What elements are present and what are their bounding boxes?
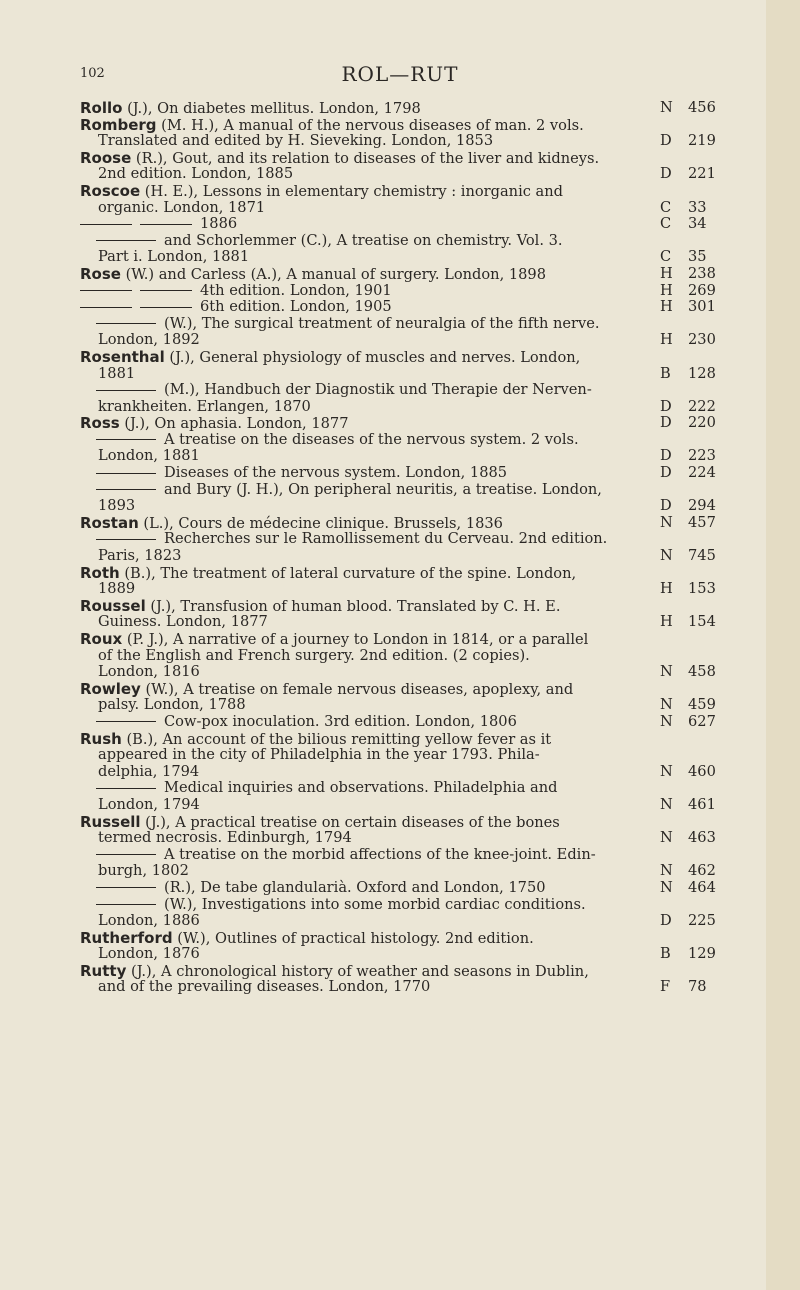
entry-line [80,100,720,117]
author-name: Romberg [80,115,157,134]
shelf-number: 458 [688,663,716,681]
entry-line [80,747,720,764]
author-name: Rose [80,264,121,283]
author-name: Roussel [80,596,146,615]
shelf-number: 224 [688,464,716,482]
entry-text: (J.), Transfusion of human blood. Translated by C. H. E. [145,597,561,615]
entry-text: and of the prevailing diseases. London, 1770 [98,978,431,996]
shelf-letter: D [660,397,672,415]
shelf-number: 464 [688,878,716,896]
shelf-letter: N [660,862,673,880]
shelf-letter: F [660,978,671,996]
ditto-dash [80,290,132,291]
entry-line [80,166,720,183]
entry-text: 1886 [200,215,238,233]
bibliography-entry [80,681,720,731]
shelf-reference [660,863,720,880]
entry-line [80,697,720,714]
author-name: Rutty [80,961,127,980]
shelf-reference [660,249,720,266]
shelf-letter: H [660,580,673,598]
entry-line [80,465,720,482]
entry-text: (W.), Investigations into some morbid cardiac conditions. [164,895,586,913]
entry-text: (J.), On diabetes mellitus. London, 1798 [122,100,421,117]
shelf-number: 35 [688,248,707,266]
entry-line [80,979,720,996]
shelf-reference [660,548,720,565]
entry-line [80,946,720,963]
shelf-letter: N [660,696,673,714]
shelf-reference [660,465,720,482]
ditto-dash [96,390,156,391]
entry-text: Translated and edited by H. Sieveking. London, 1853 [98,132,494,150]
entry-text: (J.), A chronological history of weather and seasons in Dublin, [126,962,589,980]
bibliography-entry [80,565,720,598]
shelf-number: 456 [688,99,716,116]
shelf-number: 269 [688,281,716,299]
bibliography-entry [80,150,720,183]
entry-text: delphia, 1794 [98,762,200,780]
ditto-dash [80,224,132,225]
shelf-reference [660,266,720,283]
shelf-letter: N [660,99,673,116]
entry-line [80,448,720,465]
ditto-dash [96,904,156,905]
bibliography-entry [80,349,720,415]
bibliography-entry [80,930,720,963]
entry-line [80,565,720,582]
author-name: Rollo [80,99,123,117]
entry-line [80,415,720,432]
shelf-reference [660,697,720,714]
ditto-dash [96,489,156,490]
shelf-reference [660,515,720,532]
shelf-reference [660,797,720,814]
ditto-dash [140,307,192,308]
entry-line [80,681,720,698]
entry-line [80,863,720,880]
entry-line [80,117,720,134]
shelf-letter: B [660,364,671,382]
page-edge [766,0,800,1290]
shelf-number: 627 [688,712,716,730]
entry-text: of the English and French surgery. 2nd edition. (2 copies). [98,646,530,664]
ditto-dash [96,240,156,241]
ditto-dash [96,854,156,855]
ditto-dash [140,224,192,225]
entry-text: and Bury (J. H.), On peripheral neuritis, a treatise. London, [164,480,602,498]
entry-text: A treatise on the morbid affections of the knee-joint. Edin- [164,845,596,863]
shelf-number: 33 [688,198,707,216]
bibliography-list [80,100,720,996]
entry-text: (J.), A practical treatise on certain diseases of the bones [140,813,560,831]
shelf-letter: N [660,795,673,813]
ditto-dash [96,473,156,474]
shelf-letter: H [660,281,673,299]
author-name: Rowley [80,679,141,698]
shelf-reference [660,366,720,383]
author-name: Roux [80,630,123,648]
entry-text: (M. H.), A manual of the nervous diseases of man. 2 vols. [156,116,584,134]
running-title: ROL—RUT [341,62,459,86]
shelf-number: 460 [688,762,716,780]
entry-line [80,432,720,449]
entry-line [80,349,720,366]
entry-line [80,797,720,814]
entry-line [80,847,720,864]
entry-text: 1889 [98,580,136,598]
author-name: Rush [80,729,122,748]
shelf-reference [660,283,720,300]
entry-text: (R.), Gout, and its relation to diseases of the liver and kidneys. [131,149,600,167]
ditto-dash [96,439,156,440]
entry-line [80,764,720,781]
entry-line [80,780,720,797]
shelf-letter: N [660,513,673,531]
shelf-letter: N [660,712,673,730]
entry-text: appeared in the city of Philadelphia in the year 1793. Phila- [98,746,540,764]
entry-text: 1881 [98,364,136,382]
entry-line [80,200,720,217]
shelf-number: 462 [688,862,716,880]
shelf-letter: H [660,264,673,282]
bibliography-entry [80,266,720,349]
entry-line [80,664,720,681]
entry-text: (W.), A treatise on female nervous diseases, apoplexy, and [140,680,574,698]
ditto-dash [96,721,156,722]
entry-line [80,498,720,515]
entry-line [80,814,720,831]
entry-line [80,233,720,250]
author-name: Ross [80,414,120,433]
shelf-reference [660,498,720,515]
shelf-reference [660,216,720,233]
shelf-letter: H [660,331,673,349]
entry-line [80,216,720,233]
shelf-letter: D [660,165,672,183]
shelf-letter: C [660,248,672,266]
shelf-reference [660,946,720,963]
shelf-reference [660,764,720,781]
entry-text: London, 1794 [98,795,200,813]
author-name: Russell [80,812,141,831]
shelf-letter: D [660,912,672,930]
shelf-reference [660,399,720,416]
entry-text: Guiness. London, 1877 [98,613,268,631]
entry-line [80,515,720,532]
entry-text: (R.), De tabe glandularià. Oxford and London, 1750 [164,878,546,896]
bibliography-entry [80,183,720,266]
shelf-number: 294 [688,497,716,515]
entry-line [80,913,720,930]
shelf-number: 128 [688,364,716,382]
author-name: Rutherford [80,928,173,947]
page-header [0,62,800,90]
bibliography-entry [80,415,720,515]
shelf-letter: H [660,298,673,316]
entry-text: Cow-pox inoculation. 3rd edition. London, 1806 [164,712,517,730]
shelf-number: 129 [688,945,716,963]
bibliography-entry [80,963,720,996]
entry-text: 6th edition. London, 1905 [200,298,392,316]
entry-text: London, 1876 [98,945,200,963]
entry-text: London, 1816 [98,663,200,681]
entry-text: 2nd edition. London, 1885 [98,165,294,183]
entry-text: London, 1886 [98,912,200,930]
entry-text: termed necrosis. Edinburgh, 1794 [98,829,352,847]
entry-text: (P. J.), A narrative of a journey to London in 1814, or a parallel [122,631,589,648]
entry-text: (L.), Cours de médecine clinique. Brussels, 1836 [138,514,503,532]
ditto-dash [96,539,156,540]
shelf-reference [660,332,720,349]
shelf-letter: C [660,215,672,233]
shelf-reference [660,979,720,996]
shelf-number: 223 [688,447,716,465]
shelf-reference [660,166,720,183]
shelf-number: 238 [688,264,716,282]
shelf-letter: D [660,132,672,150]
shelf-number: 461 [688,795,716,813]
shelf-number: 153 [688,580,716,598]
author-name: Roscoe [80,181,141,200]
shelf-letter: N [660,878,673,896]
entry-text: (J.), On aphasia. London, 1877 [119,415,349,433]
entry-text: Part i. London, 1881 [98,248,250,266]
entry-text: krankheiten. Erlangen, 1870 [98,397,311,415]
entry-line [80,880,720,897]
shelf-reference [660,581,720,598]
bibliography-entry [80,814,720,930]
shelf-reference [660,299,720,316]
bibliography-entry [80,731,720,814]
shelf-reference [660,200,720,217]
author-name: Rosenthal [80,347,165,366]
shelf-number: 301 [688,298,716,316]
entry-line [80,830,720,847]
shelf-letter: D [660,447,672,465]
author-name: Roth [80,563,120,582]
ditto-dash [80,307,132,308]
entry-text: and Schorlemmer (C.), A treatise on chemistry. Vol. 3. [164,231,563,249]
entry-text: (M.), Handbuch der Diagnostik und Therapie der Nerven- [164,381,592,399]
shelf-letter: N [660,829,673,847]
entry-text: 1893 [98,497,136,515]
entry-text: (J.), General physiology of muscles and nerves. London, [164,348,581,366]
entry-line [80,482,720,499]
entry-text: A treatise on the diseases of the nervous system. 2 vols. [164,430,579,448]
shelf-number: 745 [688,547,716,565]
shelf-letter: D [660,497,672,515]
author-name: Roose [80,148,132,167]
ditto-dash [96,323,156,324]
bibliography-entry [80,631,720,681]
entry-line [80,648,720,665]
entry-line [80,316,720,333]
entry-line [80,399,720,416]
entry-line [80,299,720,316]
author-name: Rostan [80,513,139,532]
entry-line [80,249,720,266]
shelf-letter: N [660,762,673,780]
entry-line [80,531,720,548]
bibliography-entry [80,117,720,150]
shelf-number: 219 [688,132,716,150]
shelf-reference [660,415,720,432]
entry-text: 4th edition. London, 1901 [200,281,392,299]
entry-line [80,150,720,167]
ditto-dash [96,887,156,888]
entry-text: (W.), Outlines of practical histology. 2nd edition. [172,929,534,947]
shelf-number: 220 [688,414,716,432]
bibliography-entry [80,598,720,631]
entry-text: burgh, 1802 [98,862,189,880]
entry-line [80,266,720,283]
entry-line [80,183,720,200]
entry-text: (W.) and Carless (A.), A manual of surgery. London, 1898 [120,265,546,283]
entry-text: Diseases of the nervous system. London, 1885 [164,464,508,482]
shelf-reference [660,714,720,731]
shelf-letter: D [660,464,672,482]
shelf-letter: H [660,613,673,631]
shelf-reference [660,664,720,681]
entry-line [80,332,720,349]
ditto-dash [140,290,192,291]
entry-text: (H. E.), Lessons in elementary chemistry : inorganic and [140,182,563,200]
entry-text: London, 1881 [98,447,200,465]
bibliography-entry [80,515,720,565]
shelf-reference [660,133,720,150]
shelf-reference [660,448,720,465]
entry-text: Medical inquiries and observations. Philadelphia and [164,779,558,797]
entry-line [80,963,720,980]
entry-line [80,133,720,150]
shelf-letter: N [660,547,673,565]
entry-line [80,598,720,615]
entry-text: palsy. London, 1788 [98,696,246,714]
shelf-number: 78 [688,978,707,996]
entry-line [80,731,720,748]
entry-text: (W.), The surgical treatment of neuralgia of the fifth nerve. [164,314,600,332]
entry-line [80,614,720,631]
entry-text: London, 1892 [98,331,200,349]
shelf-number: 221 [688,165,716,183]
entry-line [80,366,720,383]
shelf-number: 459 [688,696,716,714]
shelf-letter: N [660,663,673,681]
entry-line [80,283,720,300]
shelf-letter: C [660,198,672,216]
entry-line [80,382,720,399]
ditto-dash [96,788,156,789]
bibliography-entry [80,100,720,117]
shelf-reference [660,880,720,897]
entry-line [80,581,720,598]
entry-text: organic. London, 1871 [98,198,266,216]
entry-line [80,930,720,947]
shelf-number: 463 [688,829,716,847]
shelf-number: 34 [688,215,707,233]
entry-line [80,897,720,914]
shelf-letter: B [660,945,671,963]
shelf-number: 230 [688,331,716,349]
shelf-reference [660,100,720,117]
shelf-reference [660,614,720,631]
shelf-number: 222 [688,397,716,415]
entry-text: (B.), The treatment of lateral curvature of the spine. London, [119,564,577,582]
entry-text: (B.), An account of the bilious remitting yellow fever as it [121,730,552,748]
shelf-reference [660,830,720,847]
page-number: 102 [80,66,105,81]
shelf-number: 154 [688,613,716,631]
entry-line [80,631,720,648]
shelf-letter: D [660,414,672,432]
entry-line [80,548,720,565]
shelf-number: 457 [688,513,716,531]
entry-text: Paris, 1823 [98,547,182,565]
entry-line [80,714,720,731]
shelf-number: 225 [688,912,716,930]
entry-text: Recherches sur le Ramollissement du Cerveau. 2nd edition. [164,530,608,548]
shelf-reference [660,913,720,930]
